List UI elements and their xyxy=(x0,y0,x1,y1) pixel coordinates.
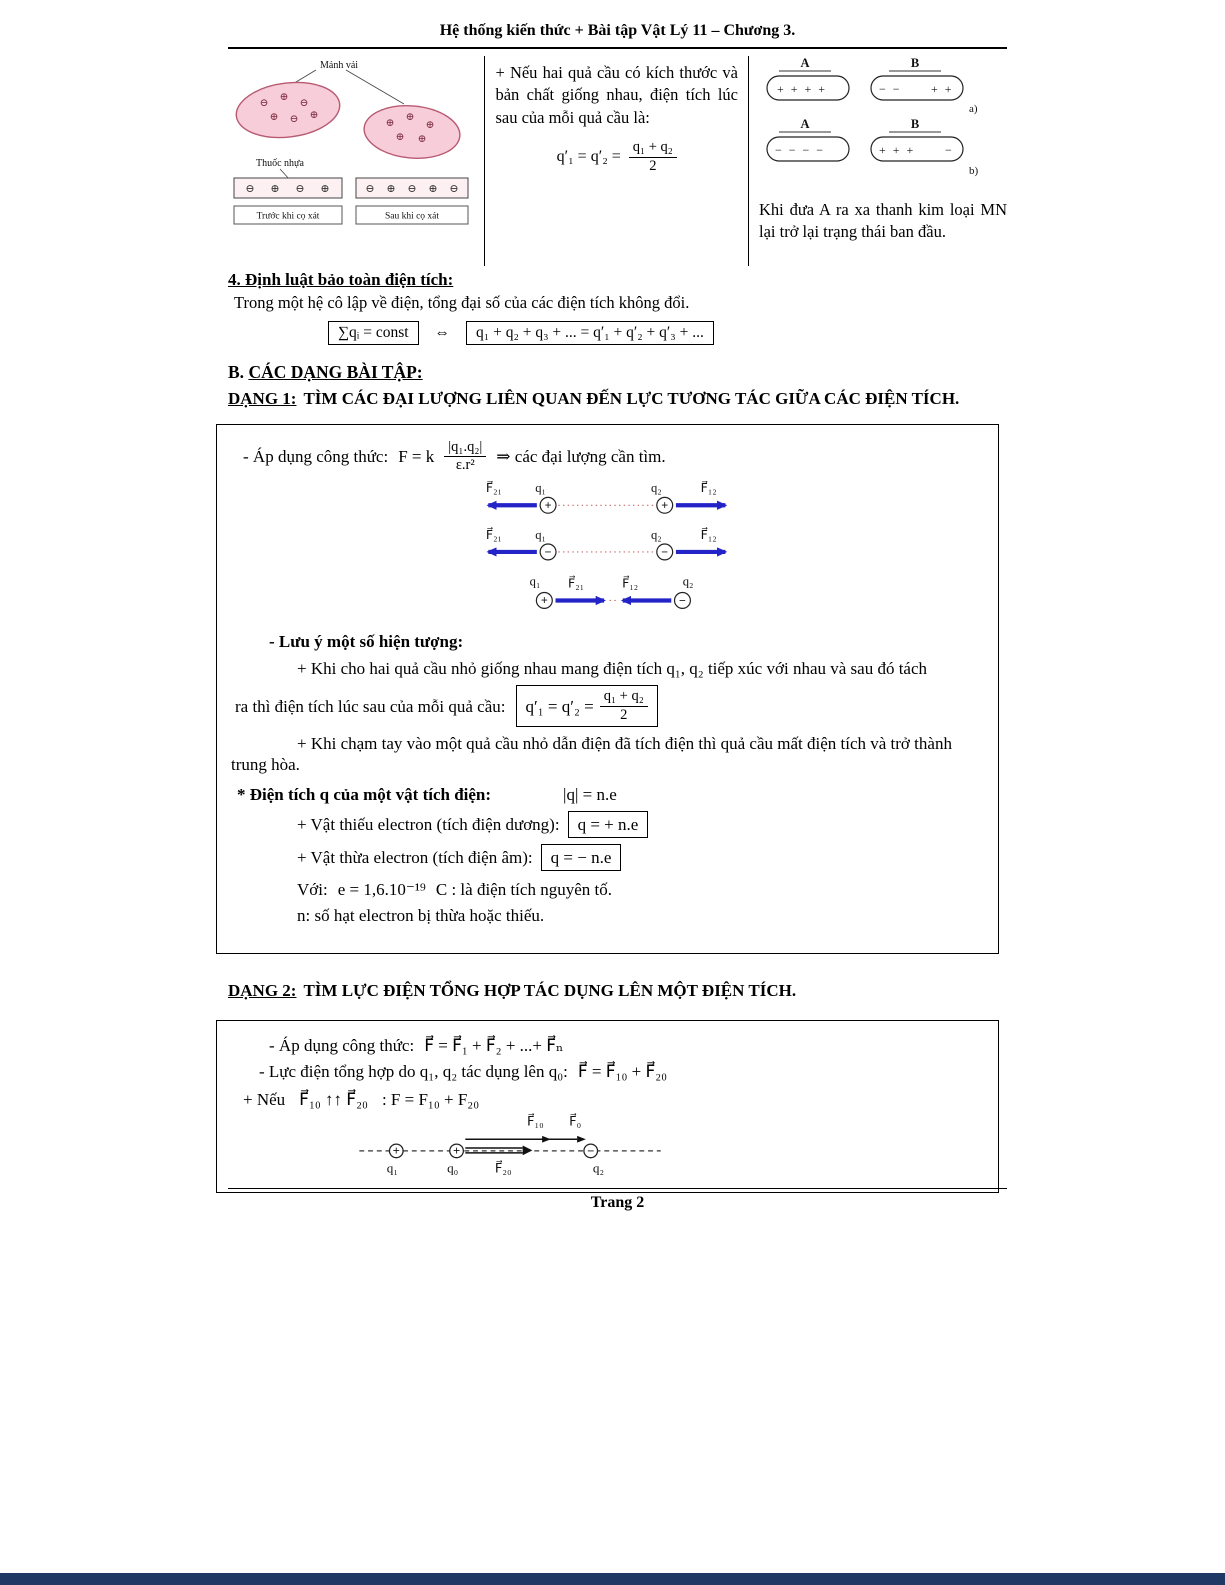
svg-text:−: − xyxy=(587,1143,595,1158)
positive-formula-box: q = + n.e xyxy=(568,811,649,838)
svg-text:⊕: ⊕ xyxy=(428,183,438,195)
svg-text:+: + xyxy=(540,593,548,608)
superposition-formula: F⃗ = F⃗₁ + F⃗₂ + ...+ F⃗ₙ xyxy=(424,1036,564,1055)
induction-diagram xyxy=(759,56,1007,186)
svg-text:⊖: ⊖ xyxy=(295,183,305,195)
svg-text:+: + xyxy=(452,1143,461,1158)
rod-after xyxy=(356,178,468,198)
dang1-label: DẠNG 1: xyxy=(228,389,297,408)
svg-text:⊕: ⊕ xyxy=(425,120,435,131)
header-title: Hệ thống kiến thức + Bài tập Vật Lý 11 – Chương 3. xyxy=(439,22,796,39)
coulomb-formula-line: - Áp dụng công thức: F = k $\frac{\text{|q₁.q₂|}}{\text{ε.r²}}$ ⇒ các đại lượng cần tìm. xyxy=(243,439,666,474)
dang2-content-box xyxy=(216,1020,999,1193)
svg-text:F⃗₁₀: F⃗₁₀ xyxy=(526,1113,544,1129)
force-pairs-diagram xyxy=(469,481,769,621)
svg-text:⊖: ⊖ xyxy=(407,183,417,195)
svg-text:+: + xyxy=(392,1143,400,1158)
f20-arrowhead xyxy=(523,1145,533,1155)
page-footer xyxy=(228,1188,1007,1212)
page-header xyxy=(228,22,1007,49)
note1-line2: ra thì điện tích lúc sau của mỗi quả cầu: q′₁ = q′₂ = $\frac{\text{q₁ + q₂}}{2}$ xyxy=(235,685,984,727)
dang2-heading xyxy=(228,981,796,1001)
force-row-both-positive xyxy=(486,481,725,513)
section-b-heading: B. CÁC DẠNG BÀI TẬP: xyxy=(228,362,423,382)
svg-text:q₁: q₁ xyxy=(535,527,546,542)
equivalence-symbol: ⇔ xyxy=(434,324,451,341)
fraction: $\frac{\text{q₁ + q₂}}{2}$ xyxy=(629,139,677,175)
touch-fraction: $\frac{\text{q₁ + q₂}}{2}$ xyxy=(600,688,648,724)
svg-text:⊕: ⊕ xyxy=(385,118,395,129)
equal-spheres-note xyxy=(484,56,749,266)
dang2-label: DẠNG 2: xyxy=(228,981,297,1000)
conservation-formulas xyxy=(328,321,1007,345)
svg-text:⊕: ⊕ xyxy=(386,183,396,195)
fabric-blob-after xyxy=(362,102,462,162)
svg-text:Sau khi cọ xát: Sau khi cọ xát xyxy=(384,211,440,222)
induction-text: Khi đưa A ra xa thanh kim loại MN lại trở lại trạng thái ban đầu. xyxy=(759,200,1007,242)
svg-text:⊕: ⊕ xyxy=(405,112,415,123)
svg-text:−: − xyxy=(679,593,686,608)
dang2-title: TÌM LỰC ĐIỆN TỔNG HỢP TÁC DỤNG LÊN MỘT ĐIỆN TÍCH. xyxy=(303,981,797,1000)
parallel-condition: F⃗₁₀ ↑↑ F⃗₂₀ xyxy=(299,1089,368,1109)
svg-text:q₁: q₁ xyxy=(535,480,546,495)
friction-diagram-panel xyxy=(228,56,484,266)
svg-text:A: A xyxy=(800,117,810,131)
fabric-label: Mảnh vải xyxy=(320,60,359,71)
svg-text:−: − xyxy=(544,544,552,559)
f0-arrowhead xyxy=(577,1136,586,1143)
charge-formula: |q| = n.e xyxy=(563,784,617,804)
svg-text:⊕: ⊕ xyxy=(320,183,330,195)
svg-text:q₀: q₀ xyxy=(447,1160,459,1176)
expanded-formula-box: q₁ + q₂ + q₃ + ... = q′₁ + q′₂ + q′₃ + ... xyxy=(466,321,714,345)
svg-text:B: B xyxy=(910,117,920,131)
svg-text:⊖: ⊖ xyxy=(245,183,255,195)
section-conservation xyxy=(228,270,1007,345)
n-definition: n: số hạt electron bị thừa hoặc thiếu. xyxy=(297,905,545,925)
svg-text:a): a) xyxy=(969,103,978,115)
induction-panel xyxy=(749,56,1007,266)
superposition-formula-line: - Áp dụng công thức: F⃗ = F⃗₁ + F⃗₂ + ...+ F⃗ₙ xyxy=(269,1036,564,1055)
svg-text:F⃗₂₀: F⃗₂₀ xyxy=(494,1160,512,1176)
rod-before xyxy=(234,178,342,198)
svg-text:F⃗₁₂: F⃗₁₂ xyxy=(622,576,639,591)
svg-text:F⃗₂₁: F⃗₂₁ xyxy=(485,480,502,495)
svg-text:b): b) xyxy=(969,165,979,177)
svg-text:F⃗₂₁: F⃗₂₁ xyxy=(485,527,502,542)
induction-case-b xyxy=(767,117,979,177)
coulomb-fraction: $\frac{\text{|q₁.q₂|}}{\text{ε.r²}}$ xyxy=(444,439,486,475)
dang1-heading xyxy=(228,389,959,409)
equal-spheres-text: + Nếu hai quả cầu có kích thước và bản chất giống nhau, điện tích lúc sau của mỗi quả cầu là: xyxy=(495,63,738,127)
section-body: Trong một hệ cô lập về điện, tổng đại số của các điện tích không đổi. xyxy=(234,293,690,312)
after-caption-box xyxy=(356,206,468,224)
svg-text:+ + + +: + + + + xyxy=(777,82,828,96)
svg-text:F⃗₁₂: F⃗₁₂ xyxy=(700,480,717,495)
total-force-line: - Lực điện tổng hợp do q₁, q₂ tác dụng lên q₀: F⃗ = F⃗₁₀ + F⃗₂₀ xyxy=(259,1062,668,1082)
e-value: e = 1,6.10⁻¹⁹ xyxy=(337,880,426,900)
e-unit-text: C : là điện tích nguyên tố. xyxy=(435,880,612,900)
parallel-case-line: + Nếu F⃗₁₀ ↑↑ F⃗₂₀ : F = F₁₀ + F₂₀ xyxy=(243,1089,480,1109)
fabric-blob-before xyxy=(233,77,343,143)
total-force-formula: F⃗ = F⃗₁₀ + F⃗₂₀ xyxy=(577,1062,668,1082)
svg-text:⊕: ⊕ xyxy=(269,112,279,123)
rod-label: Thuốc nhựa xyxy=(256,158,304,169)
svg-text:q₂: q₂ xyxy=(682,574,694,589)
page-number: Trang 2 xyxy=(590,1194,645,1211)
induction-case-a xyxy=(767,56,978,115)
svg-text:⊕: ⊕ xyxy=(309,110,319,121)
fabric-pointer-line xyxy=(346,70,404,104)
dang1-content-box xyxy=(216,424,999,954)
svg-text:⊖: ⊖ xyxy=(449,183,459,195)
formula-lhs: q′₁ = q′₂ = xyxy=(556,148,621,166)
svg-text:+ +: + + xyxy=(931,82,954,96)
svg-text:⊖: ⊖ xyxy=(289,114,299,125)
svg-text:A: A xyxy=(800,56,810,70)
force-row-opposite xyxy=(530,574,694,608)
svg-text:q₁: q₁ xyxy=(386,1160,398,1176)
svg-text:+ + +: + + + xyxy=(879,143,916,157)
sum-formula-box: ∑qᵢ = const xyxy=(328,321,419,345)
svg-text:+: + xyxy=(544,498,552,513)
svg-text:q₂: q₂ xyxy=(650,527,662,542)
svg-text:⊖: ⊖ xyxy=(299,98,309,109)
bottom-navy-bar xyxy=(0,1573,1225,1585)
svg-text:F⃗₁₂: F⃗₁₂ xyxy=(700,527,717,542)
svg-text:− − − −: − − − − xyxy=(775,143,826,157)
svg-text:Trước khi cọ xát: Trước khi cọ xát xyxy=(256,211,320,222)
collinear-forces-diagram xyxy=(351,1112,671,1182)
svg-text:⊖: ⊖ xyxy=(365,183,375,195)
top-section xyxy=(228,56,1007,266)
svg-text:F⃗₀: F⃗₀ xyxy=(569,1113,582,1129)
svg-text:B: B xyxy=(910,56,920,70)
svg-text:−: − xyxy=(945,143,954,157)
svg-text:q₂: q₂ xyxy=(650,480,662,495)
svg-text:⊕: ⊕ xyxy=(395,132,405,143)
elementary-charge-line: Với: e = 1,6.10⁻¹⁹ C : là điện tích nguyên tố. xyxy=(297,880,612,900)
notes-heading: - Lưu ý một số hiện tượng: xyxy=(269,631,464,651)
note1-line1: + Khi cho hai quả cầu nhỏ giống nhau mang điện tích q₁, q₂ tiếp xúc với nhau và sau đó tách xyxy=(297,659,928,679)
svg-text:F⃗₂₁: F⃗₂₁ xyxy=(568,576,585,591)
friction-diagram xyxy=(228,56,484,256)
negative-formula-box: q = − n.e xyxy=(541,844,622,871)
svg-text:⊕: ⊕ xyxy=(270,183,280,195)
svg-text:q₁: q₁ xyxy=(529,574,541,589)
note2: + Khi chạm tay vào một quả cầu nhỏ dẫn điện đã tích điện thì quả cầu mất điện tích và trở thành trung hòa. xyxy=(231,734,952,775)
force-row-both-negative xyxy=(486,526,725,559)
svg-text:+: + xyxy=(661,498,669,513)
touch-formula-box: q′₁ = q′₂ = $\frac{\text{q₁ + q₂}}{2}$ xyxy=(516,685,658,727)
svg-text:⊕: ⊕ xyxy=(279,92,289,103)
svg-text:−: − xyxy=(661,544,669,559)
section-heading: 4. Định luật bảo toàn điện tích: xyxy=(228,270,454,289)
parallel-result: : F = F₁₀ + F₂₀ xyxy=(381,1089,480,1109)
svg-text:⊖: ⊖ xyxy=(259,98,269,109)
f10-arrowhead xyxy=(542,1136,551,1143)
dang1-title: TÌM CÁC ĐẠI LƯỢNG LIÊN QUAN ĐẾN LỰC TƯƠNG TÁC GIỮA CÁC ĐIỆN TÍCH. xyxy=(303,389,960,408)
positive-charge-line: + Vật thiếu electron (tích điện dương): q = + n.e xyxy=(297,811,984,838)
before-caption-box xyxy=(234,206,342,224)
equal-charge-formula xyxy=(495,139,738,175)
svg-text:⊕: ⊕ xyxy=(417,134,427,145)
charge-definition-line: * Điện tích q của một vật tích điện: |q| = n.e xyxy=(237,784,617,804)
svg-text:− −: − − xyxy=(879,82,902,96)
negative-charge-line: + Vật thừa electron (tích điện âm): q = − n.e xyxy=(297,844,984,871)
svg-text:q₂: q₂ xyxy=(592,1160,605,1176)
